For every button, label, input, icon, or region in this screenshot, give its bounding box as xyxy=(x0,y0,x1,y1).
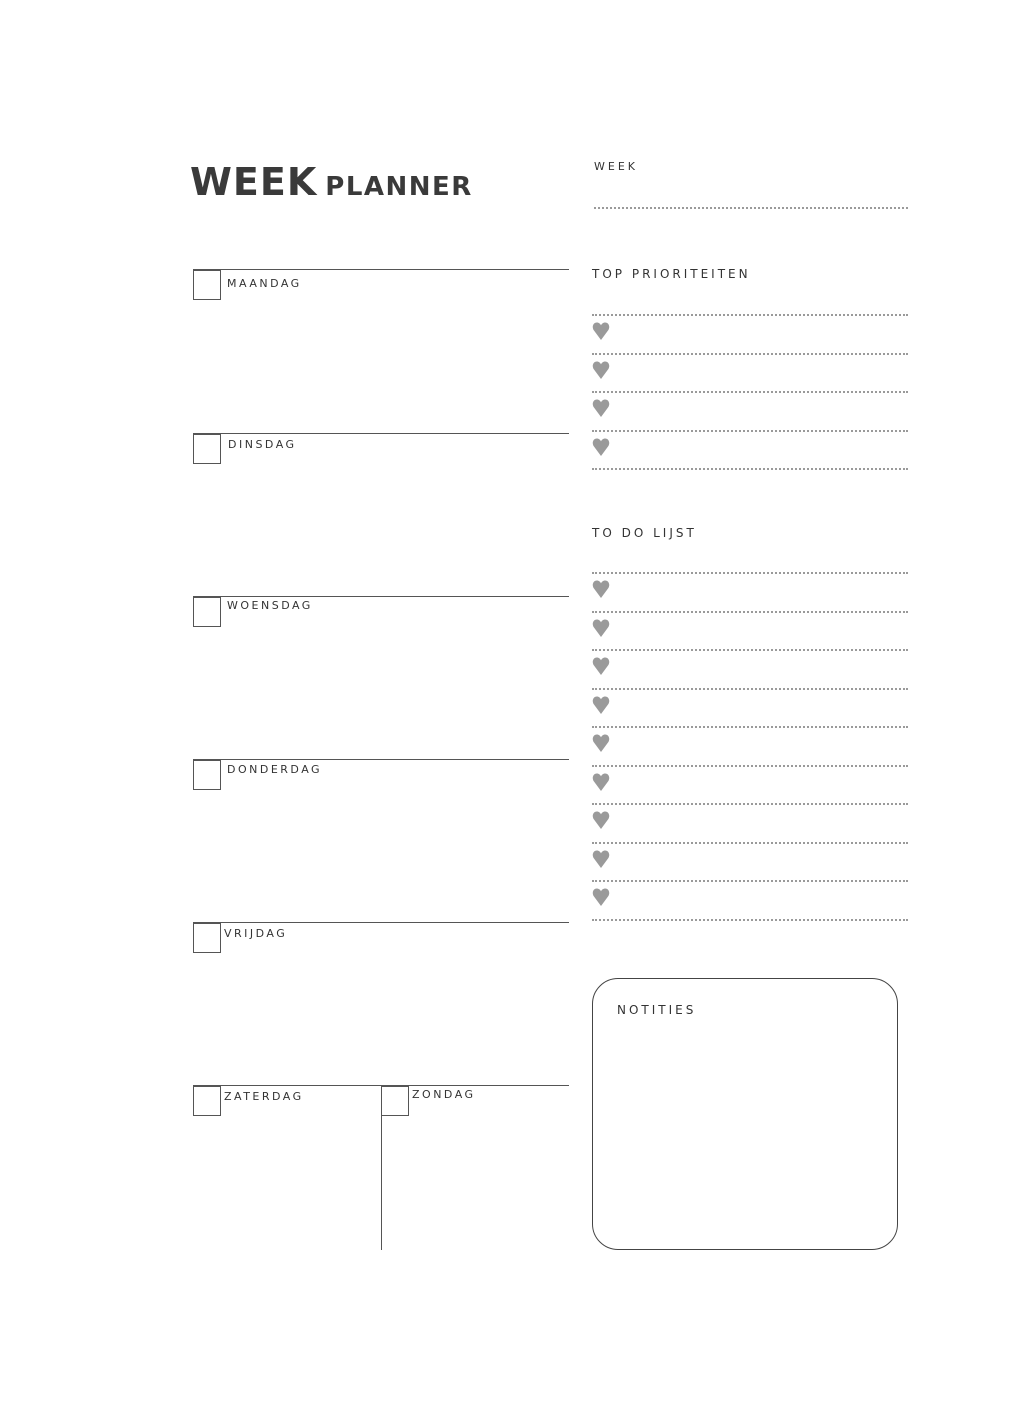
week-field-line[interactable] xyxy=(594,207,908,209)
day-label-maandag: MAANDAG xyxy=(227,277,302,290)
priority-line xyxy=(592,468,908,470)
checkbox-woensdag[interactable] xyxy=(193,597,221,627)
page-title xyxy=(190,160,473,204)
todo-item[interactable] xyxy=(592,650,908,687)
heart-icon xyxy=(592,772,610,792)
priority-item[interactable] xyxy=(592,392,908,429)
todo-item[interactable] xyxy=(592,727,908,764)
day-rule-woensdag xyxy=(193,596,569,597)
title-planner: PLANNER xyxy=(325,172,473,202)
todo-item[interactable] xyxy=(592,612,908,649)
week-label: WEEK xyxy=(594,160,638,173)
checkbox-dinsdag[interactable] xyxy=(193,434,221,464)
checkbox-donderdag[interactable] xyxy=(193,760,221,790)
checkbox-vrijdag[interactable] xyxy=(193,923,221,953)
day-rule-dinsdag xyxy=(193,433,569,434)
heart-icon xyxy=(592,398,610,418)
priority-item[interactable] xyxy=(592,315,908,352)
todo-item[interactable] xyxy=(592,766,908,803)
checkbox-zondag[interactable] xyxy=(381,1086,409,1116)
todo-label: TO DO LIJST xyxy=(592,526,697,540)
checkbox-maandag[interactable] xyxy=(193,270,221,300)
day-rule-maandag xyxy=(193,269,569,270)
heart-icon xyxy=(592,733,610,753)
checkbox-zaterdag[interactable] xyxy=(193,1086,221,1116)
heart-icon xyxy=(592,810,610,830)
day-label-donderdag: DONDERDAG xyxy=(227,763,323,776)
title-week: WEEK xyxy=(190,160,318,204)
todo-item[interactable] xyxy=(592,881,908,918)
day-rule-vrijdag xyxy=(193,922,569,923)
notes-box[interactable] xyxy=(592,978,898,1250)
day-label-zondag: ZONDAG xyxy=(412,1088,476,1101)
heart-icon xyxy=(592,656,610,676)
notes-label: NOTITIES xyxy=(617,1003,697,1017)
day-label-vrijdag: VRIJDAG xyxy=(224,927,288,940)
day-rule-donderdag xyxy=(193,759,569,760)
day-label-woensdag: WOENSDAG xyxy=(227,599,313,612)
priority-item[interactable] xyxy=(592,354,908,391)
todo-line xyxy=(592,919,908,921)
heart-icon xyxy=(592,849,610,869)
day-label-zaterdag: ZATERDAG xyxy=(224,1090,304,1103)
heart-icon xyxy=(592,579,610,599)
priority-item[interactable] xyxy=(592,431,908,468)
heart-icon xyxy=(592,437,610,457)
priorities-label: TOP PRIORITEITEN xyxy=(592,267,751,281)
todo-item[interactable] xyxy=(592,573,908,610)
heart-icon xyxy=(592,360,610,380)
todo-item[interactable] xyxy=(592,843,908,880)
heart-icon xyxy=(592,321,610,341)
day-label-dinsdag: DINSDAG xyxy=(228,438,297,451)
heart-icon xyxy=(592,618,610,638)
heart-icon xyxy=(592,887,610,907)
heart-icon xyxy=(592,695,610,715)
todo-item[interactable] xyxy=(592,689,908,726)
todo-item[interactable] xyxy=(592,804,908,841)
